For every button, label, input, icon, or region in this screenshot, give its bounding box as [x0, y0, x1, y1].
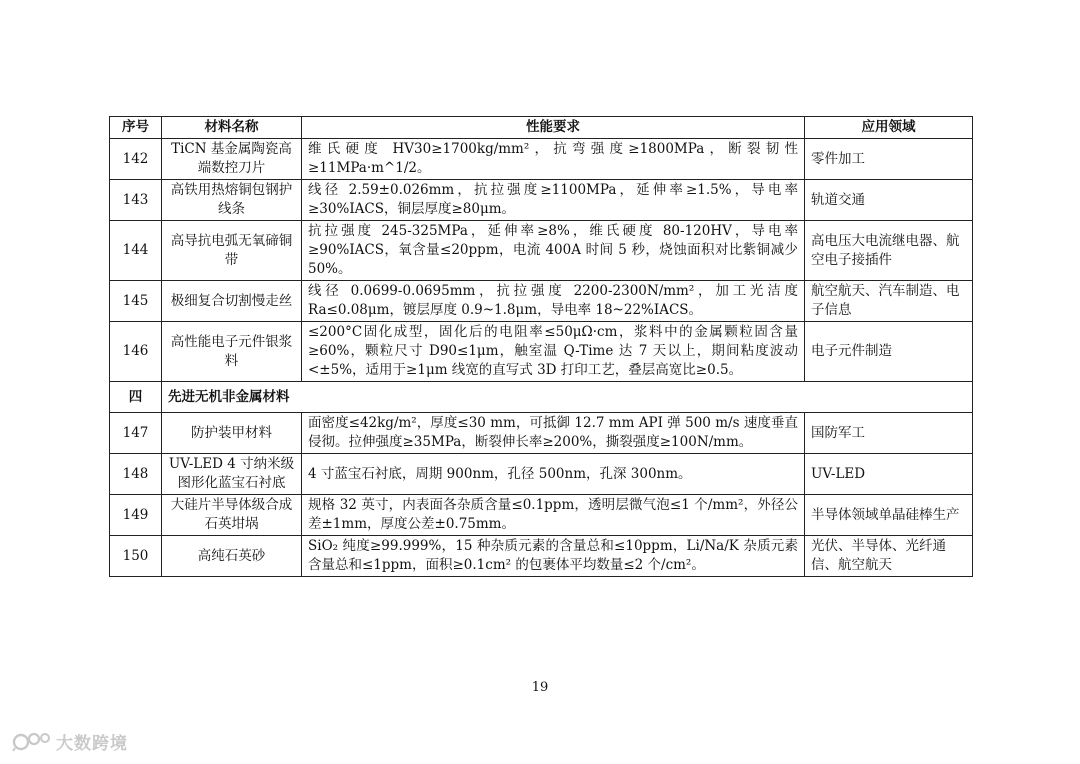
- row-no: 148: [110, 454, 162, 495]
- watermark-logo-icon: [12, 730, 52, 752]
- row-name: 高导抗电弧无氧碲铜带: [162, 221, 302, 281]
- row-no: 150: [110, 536, 162, 577]
- table-row: [110, 180, 973, 221]
- table-row: [110, 536, 973, 577]
- row-spec: ≤200°C固化成型，固化后的电阻率≤50μΩ·cm，浆料中的金属颗粒固含量≥60%，颗粒尺寸 D90≤1μm，触室温 Q-Time 达 7 天以上，期间粘度波动<±5%，适用于≥1μm 线宽的直写式 3D 打印工艺，叠层高宽比≥0.5。: [302, 322, 805, 382]
- row-no: 147: [110, 413, 162, 454]
- row-spec: 线径 0.0699-0.0695mm，抗拉强度 2200-2300N/mm²，加工光洁度 Ra≤0.08μm，镀层厚度 0.9~1.8μm，导电率 18~22%IACS。: [302, 281, 805, 322]
- row-application: 零件加工: [805, 139, 973, 180]
- row-application: 轨道交通: [805, 180, 973, 221]
- row-spec: 规格 32 英寸，内表面各杂质含量≤0.1ppm，透明层微气泡≤1 个/mm²，外径公差±1mm，厚度公差±0.75mm。: [302, 495, 805, 536]
- row-application: 半导体领域单晶硅棒生产: [805, 495, 973, 536]
- row-name: 高性能电子元件银浆料: [162, 322, 302, 382]
- row-application: UV-LED: [805, 454, 973, 495]
- row-name: TiCN 基金属陶瓷高端数控刀片: [162, 139, 302, 180]
- header-name: 材料名称: [162, 117, 302, 139]
- row-name: 高纯石英砂: [162, 536, 302, 577]
- watermark: [12, 729, 128, 753]
- row-spec: 4 寸蓝宝石衬底，周期 900nm，孔径 500nm，孔深 300nm。: [302, 454, 805, 495]
- row-name: UV-LED 4 寸纳米级图形化蓝宝石衬底: [162, 454, 302, 495]
- row-application: 航空航天、汽车制造、电子信息: [805, 281, 973, 322]
- row-name: 防护装甲材料: [162, 413, 302, 454]
- row-no: 142: [110, 139, 162, 180]
- row-application: 高电压大电流继电器、航空电子接插件: [805, 221, 973, 281]
- table-row: [110, 322, 973, 382]
- row-spec: 抗拉强度 245-325MPa，延伸率≥8%，维氏硬度 80-120HV，导电率≥90%IACS，氧含量≤20ppm，电流 400A 时间 5 秒，烧蚀面积对比紫铜减少 50%。: [302, 221, 805, 281]
- table-row: [110, 495, 973, 536]
- row-spec: 维氏硬度 HV30≥1700kg/mm²，抗弯强度≥1800MPa，断裂韧性≥11MPa·m^1/2。: [302, 139, 805, 180]
- row-application: 国防军工: [805, 413, 973, 454]
- row-spec: 面密度≤42kg/m²，厚度≤30 mm，可抵御 12.7 mm API 弹 500 m/s 速度垂直侵彻。拉伸强度≥35MPa，断裂伸长率≥200%，撕裂强度≥100N/mm。: [302, 413, 805, 454]
- table-row: [110, 221, 973, 281]
- section-no: 四: [110, 382, 162, 413]
- section-title: 先进无机非金属材料: [162, 382, 973, 413]
- row-no: 145: [110, 281, 162, 322]
- row-name: 高铁用热熔铜包钢护线条: [162, 180, 302, 221]
- row-application: 电子元件制造: [805, 322, 973, 382]
- row-spec: SiO₂ 纯度≥99.999%，15 种杂质元素的含量总和≤10ppm，Li/Na/K 杂质元素含量总和≤1ppm，面积≥0.1cm² 的包裹体平均数量≤2 个/cm²。: [302, 536, 805, 577]
- row-no: 144: [110, 221, 162, 281]
- table-row: [110, 281, 973, 322]
- header-spec: 性能要求: [302, 117, 805, 139]
- watermark-text: 大数跨境: [56, 733, 128, 754]
- table-row: [110, 413, 973, 454]
- table-header-row: [110, 117, 973, 139]
- row-no: 149: [110, 495, 162, 536]
- materials-table: [109, 116, 973, 577]
- header-no: 序号: [110, 117, 162, 139]
- row-application: 光伏、半导体、光纤通信、航空航天: [805, 536, 973, 577]
- row-name: 大硅片半导体级合成石英坩埚: [162, 495, 302, 536]
- page-number: 19: [531, 680, 549, 695]
- table-row: [110, 454, 973, 495]
- table-row: [110, 139, 973, 180]
- header-application: 应用领域: [805, 117, 973, 139]
- row-no: 143: [110, 180, 162, 221]
- row-spec: 线径 2.59±0.026mm，抗拉强度≥1100MPa，延伸率≥1.5%，导电率≥30%IACS，铜层厚度≥80μm。: [302, 180, 805, 221]
- row-name: 极细复合切割慢走丝: [162, 281, 302, 322]
- row-no: 146: [110, 322, 162, 382]
- section-row: [110, 382, 973, 413]
